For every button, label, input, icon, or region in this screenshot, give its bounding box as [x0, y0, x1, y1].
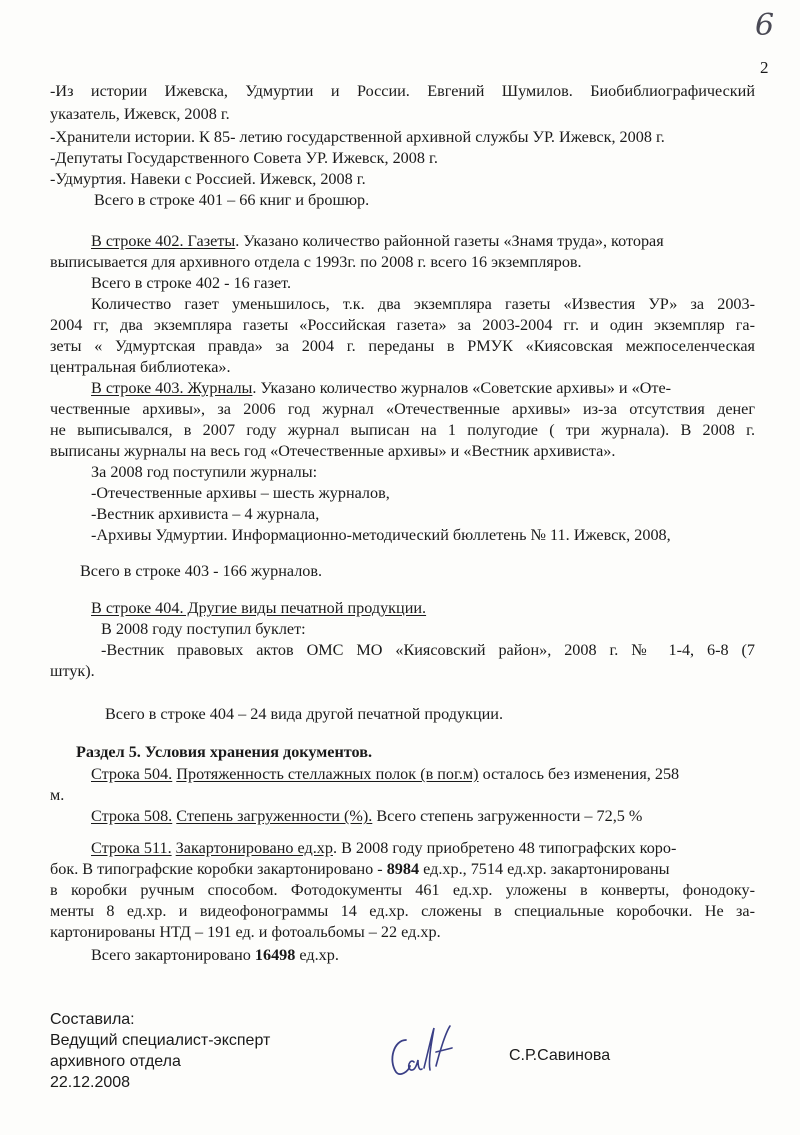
text-line: За 2008 год поступили журналы: — [91, 463, 318, 481]
row-508-line: Строка 508. Степень загруженности (%). Всего степень загруженности – 72,5 % — [91, 807, 643, 825]
handwritten-page-number: 6 — [755, 8, 775, 43]
text-line: зеты « Удмуртская правда» за 2004 г. переданы в РМУК «Киясовская межпоселенческая — [50, 337, 755, 355]
section-402-heading: В строке 402. Газеты — [91, 232, 236, 250]
list-item: -Вестник архивиста – 4 журнала, — [91, 505, 320, 523]
total-line: Всего закартонировано 16498 ед.хр. — [91, 946, 339, 964]
text-line: бок. В типографские коробки закартонировано - 8984 ед.хр., 7514 ед.хр. закартонированы — [50, 860, 670, 878]
text-line: картонированы НТД – 191 ед. и фотоальбомы – 22 ед.хр. — [50, 923, 441, 941]
compiled-label: Составила: — [50, 1011, 135, 1028]
total-line: Всего в строке 401 – 66 книг и брошюр. — [94, 191, 370, 209]
section-5-heading: Раздел 5. Условия хранения документов. — [76, 743, 373, 761]
total-line: Всего в строке 404 – 24 вида другой печатной продукции. — [105, 705, 503, 723]
text-line: выписаны журналы на весь год «Отечественные архивы» и «Вестник архивиста». — [50, 442, 616, 460]
text-line: 2004 гг, два экземпляра газеты «Российская газета» за 2003-2004 гг. и один экземпляр га- — [50, 316, 755, 334]
text-line: м. — [50, 786, 65, 804]
text-line: в коробки ручным способом. Фотодокументы 461 ед.хр. уложены в конверты, фонодоку- — [50, 881, 755, 899]
text-line: не выписывался, в 2007 году журнал выписан на 1 полугодие ( три журнала). В 2008 г. — [50, 421, 755, 439]
list-item: -Отечественные архивы – шесть журналов, — [91, 484, 390, 502]
section-403-heading: В строке 403. Журналы — [91, 379, 253, 397]
list-item: -Вестник правовых актов ОМС МО «Киясовский район», 2008 г. № 1-4, 6-8 (7 — [101, 641, 755, 659]
text-line: выписывается для архивного отдела с 1993г. по 2008 г. всего 16 экземпляров. — [50, 253, 582, 271]
section-402-line: В строке 402. Газеты. Указано количество районной газеты «Знамя труда», которая — [91, 232, 664, 250]
signer-name: С.Р.Савинова — [509, 1047, 611, 1064]
text-line: центральная библиотека». — [50, 358, 231, 376]
text-line: -Депутаты Государственного Совета УР. Ижевск, 2008 г. — [50, 149, 438, 167]
text-line: В 2008 году поступил буклет: — [101, 620, 306, 638]
text-line: чественные архивы», за 2006 год журнал «Отечественные архивы» из-за отсутствия денег — [50, 400, 755, 418]
position-line: Ведущий специалист-эксперт — [50, 1032, 271, 1049]
text-line: указатель, Ижевск, 2008 г. — [50, 105, 230, 123]
text-line: -Удмуртия. Навеки с Россией. Ижевск, 2008 г. — [50, 170, 366, 188]
date-line: 22.12.2008 — [50, 1074, 131, 1091]
text-line: Количество газет уменьшилось, т.к. два экземпляра газеты «Известия УР» за 2003- — [91, 295, 755, 313]
position-line: архивного отдела — [50, 1053, 181, 1070]
page-number: 2 — [760, 58, 769, 77]
section-404-line — [91, 598, 426, 618]
section-403-line: В строке 403. Журналы. Указано количество журналов «Советские архивы» и «Оте- — [91, 379, 672, 397]
text-line: -Хранители истории. К 85- летию государственной архивной службы УР. Ижевск, 2008 г. — [50, 128, 665, 146]
row-511-line: Строка 511. Закартонировано ед.хр. В 2008 году приобретено 48 типографских коро- — [91, 839, 677, 857]
text-line: менты 8 ед.хр. и видеофонограммы 14 ед.хр. сложены в специальные коробочки. Не за- — [50, 902, 755, 920]
text-line: штук). — [50, 662, 95, 680]
total-line: Всего в строке 402 - 16 газет. — [91, 274, 292, 292]
text-line: -Из истории Ижевска, Удмуртии и России. Евгений Шумилов. Биобиблиографический — [50, 82, 755, 100]
section-404-heading: В строке 404. Другие виды печатной продукции. — [91, 599, 427, 617]
row-504-line: Строка 504. Протяженность стеллажных полок (в пог.м) осталось без изменения, 258 — [91, 765, 680, 783]
list-item: -Архивы Удмуртии. Информационно-методический бюллетень № 11. Ижевск, 2008, — [91, 526, 671, 544]
signature-image — [384, 1022, 464, 1082]
total-line: Всего в строке 403 - 166 журналов. — [80, 562, 323, 580]
